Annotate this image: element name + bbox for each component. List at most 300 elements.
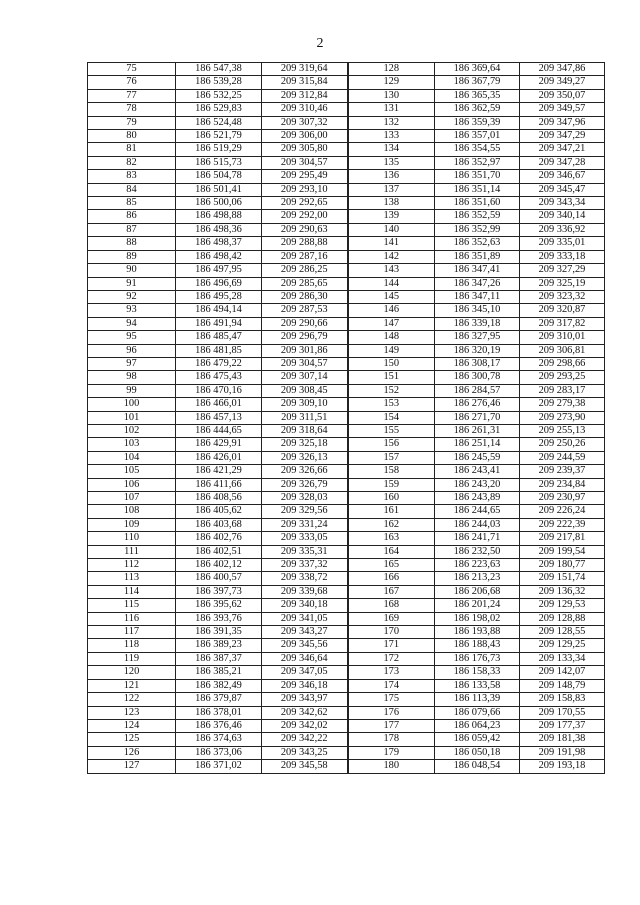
point-number-right: 129 [348,76,435,89]
table-row [88,76,605,89]
y-coordinate-left: 209 310,46 [262,103,348,116]
x-coordinate-left: 186 519,29 [176,143,262,156]
x-coordinate-left: 186 402,76 [176,532,262,545]
table-row [88,585,605,598]
x-coordinate-left: 186 498,37 [176,237,262,250]
x-coordinate-left: 186 400,57 [176,572,262,585]
point-number-right: 163 [348,532,435,545]
y-coordinate-right: 209 170,55 [520,706,605,719]
y-coordinate-right: 209 283,17 [520,384,605,397]
point-number-right: 152 [348,384,435,397]
point-number-right: 164 [348,545,435,558]
x-coordinate-left: 186 524,48 [176,116,262,129]
y-coordinate-left: 209 305,80 [262,143,348,156]
y-coordinate-right: 209 239,37 [520,465,605,478]
y-coordinate-right: 209 317,82 [520,317,605,330]
y-coordinate-right: 209 148,79 [520,679,605,692]
point-number-left: 118 [88,639,176,652]
x-coordinate-left: 186 470,16 [176,384,262,397]
x-coordinate-left: 186 373,06 [176,746,262,759]
x-coordinate-right: 186 079,66 [435,706,520,719]
x-coordinate-right: 186 367,79 [435,76,520,89]
y-coordinate-right: 209 129,25 [520,639,605,652]
point-number-right: 133 [348,130,435,143]
point-number-right: 170 [348,626,435,639]
point-number-right: 162 [348,518,435,531]
y-coordinate-right: 209 279,38 [520,398,605,411]
table-row [88,451,605,464]
point-number-left: 90 [88,264,176,277]
x-coordinate-left: 186 411,66 [176,478,262,491]
x-coordinate-left: 186 387,37 [176,652,262,665]
y-coordinate-right: 209 180,77 [520,559,605,572]
point-number-left: 77 [88,89,176,102]
y-coordinate-right: 209 347,29 [520,130,605,143]
point-number-right: 128 [348,63,435,76]
table-row [88,371,605,384]
x-coordinate-right: 186 251,14 [435,438,520,451]
point-number-right: 165 [348,559,435,572]
y-coordinate-left: 209 315,84 [262,76,348,89]
table-row [88,438,605,451]
y-coordinate-left: 209 343,97 [262,693,348,706]
table-row [88,183,605,196]
y-coordinate-right: 209 293,25 [520,371,605,384]
y-coordinate-left: 209 342,62 [262,706,348,719]
point-number-right: 143 [348,264,435,277]
y-coordinate-right: 209 306,81 [520,344,605,357]
table-row [88,357,605,370]
y-coordinate-right: 209 234,84 [520,478,605,491]
table-row [88,652,605,665]
table-row [88,331,605,344]
x-coordinate-left: 186 393,76 [176,612,262,625]
x-coordinate-left: 186 408,56 [176,492,262,505]
x-coordinate-right: 186 244,65 [435,505,520,518]
x-coordinate-right: 186 357,01 [435,130,520,143]
table-row [88,572,605,585]
x-coordinate-left: 186 498,42 [176,250,262,263]
table-row [88,210,605,223]
x-coordinate-left: 186 426,01 [176,451,262,464]
table-row [88,559,605,572]
point-number-left: 109 [88,518,176,531]
x-coordinate-right: 186 193,88 [435,626,520,639]
y-coordinate-right: 209 273,90 [520,411,605,424]
point-number-left: 83 [88,170,176,183]
table-row [88,277,605,290]
x-coordinate-left: 186 515,73 [176,156,262,169]
point-number-left: 114 [88,585,176,598]
y-coordinate-right: 209 142,07 [520,666,605,679]
y-coordinate-right: 209 323,32 [520,290,605,303]
y-coordinate-right: 209 349,57 [520,103,605,116]
y-coordinate-left: 209 301,86 [262,344,348,357]
point-number-right: 161 [348,505,435,518]
y-coordinate-right: 209 347,96 [520,116,605,129]
x-coordinate-right: 186 359,39 [435,116,520,129]
point-number-left: 82 [88,156,176,169]
x-coordinate-right: 186 354,55 [435,143,520,156]
x-coordinate-left: 186 402,51 [176,545,262,558]
x-coordinate-right: 186 243,89 [435,492,520,505]
y-coordinate-left: 209 341,05 [262,612,348,625]
y-coordinate-left: 209 311,51 [262,411,348,424]
point-number-left: 112 [88,559,176,572]
table-row [88,237,605,250]
point-number-right: 134 [348,143,435,156]
point-number-left: 119 [88,652,176,665]
point-number-right: 132 [348,116,435,129]
y-coordinate-left: 209 340,18 [262,599,348,612]
point-number-right: 130 [348,89,435,102]
point-number-left: 111 [88,545,176,558]
x-coordinate-left: 186 395,62 [176,599,262,612]
x-coordinate-left: 186 494,14 [176,304,262,317]
y-coordinate-right: 209 347,86 [520,63,605,76]
y-coordinate-left: 209 337,32 [262,559,348,572]
table-row [88,505,605,518]
x-coordinate-left: 186 539,28 [176,76,262,89]
x-coordinate-left: 186 405,62 [176,505,262,518]
x-coordinate-left: 186 495,28 [176,290,262,303]
x-coordinate-left: 186 496,69 [176,277,262,290]
point-number-left: 122 [88,693,176,706]
x-coordinate-left: 186 385,21 [176,666,262,679]
x-coordinate-right: 186 308,17 [435,357,520,370]
x-coordinate-right: 186 113,39 [435,693,520,706]
x-coordinate-left: 186 389,23 [176,639,262,652]
x-coordinate-right: 186 158,33 [435,666,520,679]
y-coordinate-right: 209 177,37 [520,719,605,732]
point-number-right: 138 [348,197,435,210]
table-row [88,143,605,156]
table-row [88,411,605,424]
x-coordinate-left: 186 529,83 [176,103,262,116]
y-coordinate-left: 209 333,05 [262,532,348,545]
y-coordinate-left: 209 326,79 [262,478,348,491]
point-number-left: 121 [88,679,176,692]
point-number-left: 91 [88,277,176,290]
x-coordinate-right: 186 243,41 [435,465,520,478]
y-coordinate-right: 209 347,21 [520,143,605,156]
y-coordinate-right: 209 250,26 [520,438,605,451]
point-number-left: 101 [88,411,176,424]
table-row [88,612,605,625]
point-number-right: 177 [348,719,435,732]
x-coordinate-right: 186 243,20 [435,478,520,491]
point-number-left: 110 [88,532,176,545]
x-coordinate-left: 186 501,41 [176,183,262,196]
table-row [88,304,605,317]
point-number-right: 149 [348,344,435,357]
point-number-left: 104 [88,451,176,464]
point-number-right: 169 [348,612,435,625]
table-row [88,398,605,411]
y-coordinate-left: 209 331,24 [262,518,348,531]
y-coordinate-left: 209 307,32 [262,116,348,129]
point-number-right: 135 [348,156,435,169]
x-coordinate-right: 186 188,43 [435,639,520,652]
x-coordinate-right: 186 284,57 [435,384,520,397]
point-number-right: 176 [348,706,435,719]
table-row [88,679,605,692]
x-coordinate-left: 186 378,01 [176,706,262,719]
y-coordinate-right: 209 199,54 [520,545,605,558]
x-coordinate-right: 186 261,31 [435,424,520,437]
y-coordinate-right: 209 327,29 [520,264,605,277]
x-coordinate-left: 186 485,47 [176,331,262,344]
x-coordinate-right: 186 206,68 [435,585,520,598]
table-row [88,170,605,183]
x-coordinate-left: 186 479,22 [176,357,262,370]
point-number-right: 157 [348,451,435,464]
y-coordinate-left: 209 342,22 [262,733,348,746]
point-number-right: 168 [348,599,435,612]
y-coordinate-right: 209 350,07 [520,89,605,102]
y-coordinate-left: 209 346,18 [262,679,348,692]
y-coordinate-right: 209 158,83 [520,693,605,706]
y-coordinate-left: 209 346,64 [262,652,348,665]
y-coordinate-left: 209 326,66 [262,465,348,478]
y-coordinate-left: 209 288,88 [262,237,348,250]
y-coordinate-right: 209 349,27 [520,76,605,89]
y-coordinate-left: 209 287,53 [262,304,348,317]
y-coordinate-right: 209 255,13 [520,424,605,437]
point-number-left: 124 [88,719,176,732]
y-coordinate-right: 209 335,01 [520,237,605,250]
y-coordinate-left: 209 290,63 [262,223,348,236]
y-coordinate-right: 209 336,92 [520,223,605,236]
x-coordinate-right: 186 327,95 [435,331,520,344]
y-coordinate-right: 209 136,32 [520,585,605,598]
y-coordinate-left: 209 285,65 [262,277,348,290]
table-row [88,317,605,330]
table-row [88,424,605,437]
point-number-left: 94 [88,317,176,330]
table-row [88,465,605,478]
point-number-left: 75 [88,63,176,76]
x-coordinate-right: 186 232,50 [435,545,520,558]
table-row [88,532,605,545]
table-row [88,545,605,558]
point-number-left: 76 [88,76,176,89]
table-row [88,666,605,679]
x-coordinate-left: 186 382,49 [176,679,262,692]
x-coordinate-left: 186 498,88 [176,210,262,223]
table-row [88,719,605,732]
x-coordinate-right: 186 276,46 [435,398,520,411]
y-coordinate-left: 209 339,68 [262,585,348,598]
x-coordinate-right: 186 352,99 [435,223,520,236]
point-number-left: 103 [88,438,176,451]
x-coordinate-right: 186 351,70 [435,170,520,183]
y-coordinate-right: 209 244,59 [520,451,605,464]
x-coordinate-right: 186 244,03 [435,518,520,531]
table-row [88,639,605,652]
table-row [88,492,605,505]
point-number-right: 145 [348,290,435,303]
point-number-left: 125 [88,733,176,746]
point-number-right: 154 [348,411,435,424]
point-number-left: 95 [88,331,176,344]
point-number-right: 175 [348,693,435,706]
x-coordinate-right: 186 059,42 [435,733,520,746]
x-coordinate-left: 186 500,06 [176,197,262,210]
y-coordinate-left: 209 345,56 [262,639,348,652]
point-number-left: 127 [88,760,176,773]
x-coordinate-right: 186 176,73 [435,652,520,665]
x-coordinate-right: 186 245,59 [435,451,520,464]
table-row [88,693,605,706]
y-coordinate-left: 209 343,27 [262,626,348,639]
point-number-left: 120 [88,666,176,679]
y-coordinate-right: 209 347,28 [520,156,605,169]
point-number-right: 167 [348,585,435,598]
y-coordinate-left: 209 304,57 [262,357,348,370]
point-number-left: 100 [88,398,176,411]
table-row [88,384,605,397]
x-coordinate-left: 186 379,87 [176,693,262,706]
table-row [88,156,605,169]
y-coordinate-right: 209 191,98 [520,746,605,759]
point-number-left: 123 [88,706,176,719]
x-coordinate-right: 186 352,97 [435,156,520,169]
x-coordinate-left: 186 421,29 [176,465,262,478]
y-coordinate-left: 209 319,64 [262,63,348,76]
point-number-right: 146 [348,304,435,317]
point-number-right: 148 [348,331,435,344]
table-row [88,760,605,773]
table-row [88,478,605,491]
point-number-right: 144 [348,277,435,290]
table-row [88,290,605,303]
x-coordinate-right: 186 347,26 [435,277,520,290]
y-coordinate-right: 209 340,14 [520,210,605,223]
x-coordinate-left: 186 402,12 [176,559,262,572]
point-number-left: 85 [88,197,176,210]
y-coordinate-left: 209 326,13 [262,451,348,464]
table-row [88,599,605,612]
point-number-left: 107 [88,492,176,505]
y-coordinate-right: 209 181,38 [520,733,605,746]
y-coordinate-left: 209 312,84 [262,89,348,102]
x-coordinate-right: 186 362,59 [435,103,520,116]
y-coordinate-left: 209 325,18 [262,438,348,451]
x-coordinate-left: 186 466,01 [176,398,262,411]
table-row [88,626,605,639]
x-coordinate-left: 186 374,63 [176,733,262,746]
x-coordinate-left: 186 429,91 [176,438,262,451]
x-coordinate-right: 186 339,18 [435,317,520,330]
table-row [88,130,605,143]
point-number-left: 113 [88,572,176,585]
y-coordinate-left: 209 329,56 [262,505,348,518]
point-number-left: 108 [88,505,176,518]
point-number-right: 180 [348,760,435,773]
point-number-left: 126 [88,746,176,759]
point-number-right: 153 [348,398,435,411]
point-number-right: 141 [348,237,435,250]
y-coordinate-left: 209 347,05 [262,666,348,679]
x-coordinate-right: 186 271,70 [435,411,520,424]
y-coordinate-right: 209 310,01 [520,331,605,344]
point-number-right: 172 [348,652,435,665]
x-coordinate-left: 186 481,85 [176,344,262,357]
x-coordinate-right: 186 201,24 [435,599,520,612]
point-number-left: 105 [88,465,176,478]
point-number-right: 136 [348,170,435,183]
y-coordinate-left: 209 295,49 [262,170,348,183]
y-coordinate-right: 209 343,34 [520,197,605,210]
y-coordinate-right: 209 346,67 [520,170,605,183]
point-number-right: 158 [348,465,435,478]
y-coordinate-right: 209 345,47 [520,183,605,196]
x-coordinate-right: 186 365,35 [435,89,520,102]
x-coordinate-right: 186 347,11 [435,290,520,303]
y-coordinate-left: 209 292,65 [262,197,348,210]
x-coordinate-right: 186 347,41 [435,264,520,277]
x-coordinate-left: 186 521,79 [176,130,262,143]
y-coordinate-right: 209 298,66 [520,357,605,370]
point-number-left: 116 [88,612,176,625]
y-coordinate-left: 209 309,10 [262,398,348,411]
x-coordinate-left: 186 491,94 [176,317,262,330]
table-row [88,223,605,236]
y-coordinate-right: 209 128,88 [520,612,605,625]
x-coordinate-left: 186 403,68 [176,518,262,531]
x-coordinate-right: 186 064,23 [435,719,520,732]
y-coordinate-right: 209 133,34 [520,652,605,665]
point-number-right: 131 [348,103,435,116]
page-number: 2 [316,36,324,51]
point-number-left: 84 [88,183,176,196]
point-number-right: 156 [348,438,435,451]
point-number-left: 89 [88,250,176,263]
x-coordinate-right: 186 352,59 [435,210,520,223]
y-coordinate-left: 209 338,72 [262,572,348,585]
point-number-right: 160 [348,492,435,505]
table-row [88,116,605,129]
point-number-left: 99 [88,384,176,397]
point-number-left: 81 [88,143,176,156]
x-coordinate-left: 186 376,46 [176,719,262,732]
point-number-right: 137 [348,183,435,196]
y-coordinate-left: 209 287,16 [262,250,348,263]
point-number-right: 159 [348,478,435,491]
x-coordinate-right: 186 048,54 [435,760,520,773]
x-coordinate-left: 186 547,38 [176,63,262,76]
y-coordinate-right: 209 151,74 [520,572,605,585]
y-coordinate-right: 209 193,18 [520,760,605,773]
y-coordinate-right: 209 325,19 [520,277,605,290]
table-row [88,746,605,759]
x-coordinate-left: 186 371,02 [176,760,262,773]
point-number-left: 80 [88,130,176,143]
y-coordinate-right: 209 226,24 [520,505,605,518]
x-coordinate-right: 186 351,14 [435,183,520,196]
point-number-right: 178 [348,733,435,746]
y-coordinate-right: 209 222,39 [520,518,605,531]
point-number-left: 115 [88,599,176,612]
table-row [88,250,605,263]
point-number-right: 151 [348,371,435,384]
table-row [88,197,605,210]
coordinates-table-body [88,63,605,774]
y-coordinate-right: 209 217,81 [520,532,605,545]
point-number-right: 173 [348,666,435,679]
point-number-left: 92 [88,290,176,303]
